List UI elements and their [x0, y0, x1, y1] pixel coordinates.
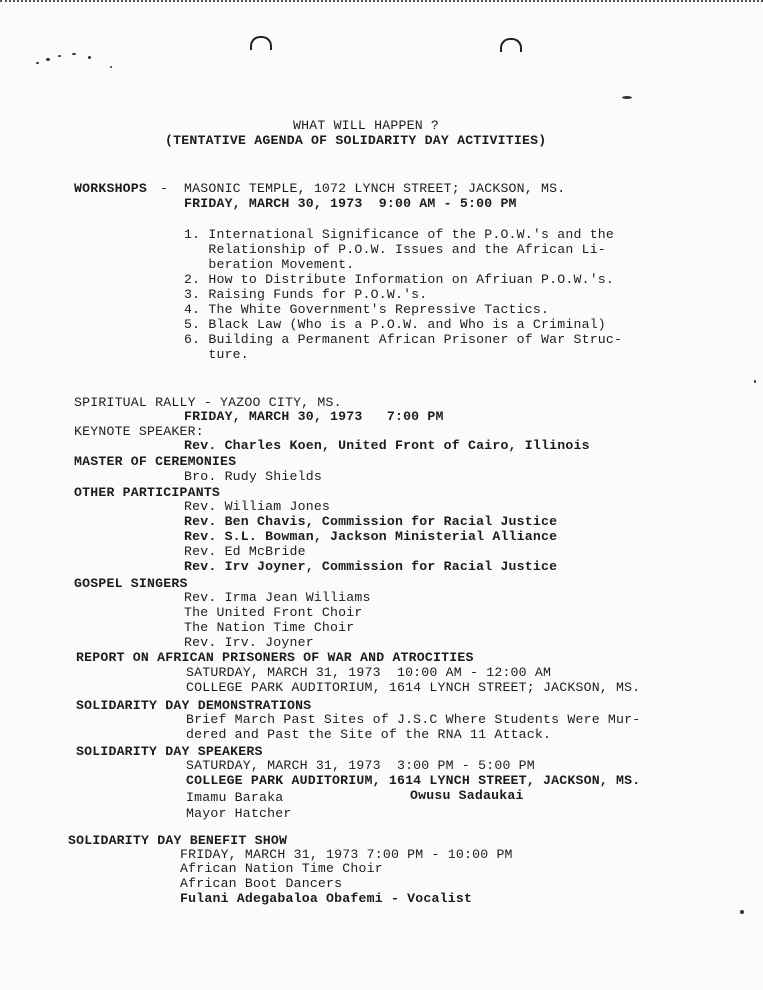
dash-separator: - [160, 181, 169, 196]
workshops-label: WORKSHOPS [74, 181, 148, 196]
list-item: ture. [184, 347, 249, 362]
list-item: African Boot Dancers [180, 876, 343, 891]
rally-label: SPIRITUAL RALLY - YAZOO CITY, MS. [74, 395, 342, 410]
list-item: Rev. Irv Joyner, Commission for Racial Justice [184, 559, 558, 574]
list-item: Rev. Ed McBride [184, 544, 306, 559]
list-item: beration Movement. [184, 257, 355, 272]
report-datetime: SATURDAY, MARCH 31, 1973 10:00 AM - 12:00 AM [186, 665, 552, 680]
participants-label: OTHER PARTICIPANTS [74, 485, 221, 500]
list-item: African Nation Time Choir [180, 861, 383, 876]
list-item: Rev. William Jones [184, 499, 331, 514]
demonstrations-line-1: Brief March Past Sites of J.S.C Where Students Were Mur- [186, 712, 641, 727]
workshops-location: MASONIC TEMPLE, 1072 LYNCH STREET; JACKSON, MS. [184, 181, 566, 196]
list-item: Rev. S.L. Bowman, Jackson Ministerial Alliance [184, 529, 558, 544]
list-item: The Nation Time Choir [184, 620, 355, 635]
speakers-datetime: SATURDAY, MARCH 31, 1973 3:00 PM - 5:00 PM [186, 758, 535, 773]
list-item: 1. International Significance of the P.O.W.'s and the [184, 227, 615, 242]
punch-hole-mark-right [500, 38, 522, 52]
mc-name: Bro. Rudy Shields [184, 469, 322, 484]
list-item: 4. The White Government's Repressive Tactics. [184, 302, 550, 317]
speaker-name: Imamu Baraka [186, 790, 284, 805]
list-item: Fulani Adegabaloa Obafemi - Vocalist [180, 891, 473, 906]
list-item: The United Front Choir [184, 605, 363, 620]
demonstrations-label: SOLIDARITY DAY DEMONSTRATIONS [76, 698, 312, 713]
benefit-label: SOLIDARITY DAY BENEFIT SHOW [68, 833, 288, 848]
page-title: WHAT WILL HAPPEN ? [293, 118, 440, 133]
keynote-speaker: Rev. Charles Koen, United Front of Cairo, Illinois [184, 438, 590, 453]
rally-datetime: FRIDAY, MARCH 30, 1973 7:00 PM [184, 409, 444, 424]
list-item: 5. Black Law (Who is a P.O.W. and Who is a Criminal) [184, 317, 606, 332]
demonstrations-line-2: dered and Past the Site of the RNA 11 Attack. [186, 727, 552, 742]
gospel-singers-label: GOSPEL SINGERS [74, 576, 188, 591]
report-label: REPORT ON AFRICAN PRISONERS OF WAR AND ATROCITIES [76, 650, 474, 665]
report-location: COLLEGE PARK AUDITORIUM, 1614 LYNCH STREET; JACKSON, MS. [186, 680, 641, 695]
list-item: 6. Building a Permanent African Prisoner of War Struc- [184, 332, 623, 347]
punch-hole-mark-left [250, 36, 272, 50]
list-item: Rev. Irv. Joyner [184, 635, 314, 650]
speakers-label: SOLIDARITY DAY SPEAKERS [76, 744, 263, 759]
list-item: Relationship of P.O.W. Issues and the African Li- [184, 242, 606, 257]
list-item: Rev. Irma Jean Williams [184, 590, 371, 605]
page-subtitle: (TENTATIVE AGENDA OF SOLIDARITY DAY ACTIVITIES) [165, 133, 547, 148]
list-item: 3. Raising Funds for P.O.W.'s. [184, 287, 428, 302]
list-item: 2. How to Distribute Information on Afriuan P.O.W.'s. [184, 272, 615, 287]
keynote-label: KEYNOTE SPEAKER: [74, 424, 204, 439]
page-top-edge [0, 0, 763, 4]
speaker-name: Owusu Sadaukai [410, 788, 524, 803]
speaker-name: Mayor Hatcher [186, 806, 292, 821]
benefit-datetime: FRIDAY, MARCH 31, 1973 7:00 PM - 10:00 PM [180, 847, 513, 862]
mc-label: MASTER OF CEREMONIES [74, 454, 237, 469]
list-item: Rev. Ben Chavis, Commission for Racial Justice [184, 514, 558, 529]
workshops-datetime: FRIDAY, MARCH 30, 1973 9:00 AM - 5:00 PM [184, 196, 517, 211]
speakers-location: COLLEGE PARK AUDITORIUM, 1614 LYNCH STREET, JACKSON, MS. [186, 773, 641, 788]
